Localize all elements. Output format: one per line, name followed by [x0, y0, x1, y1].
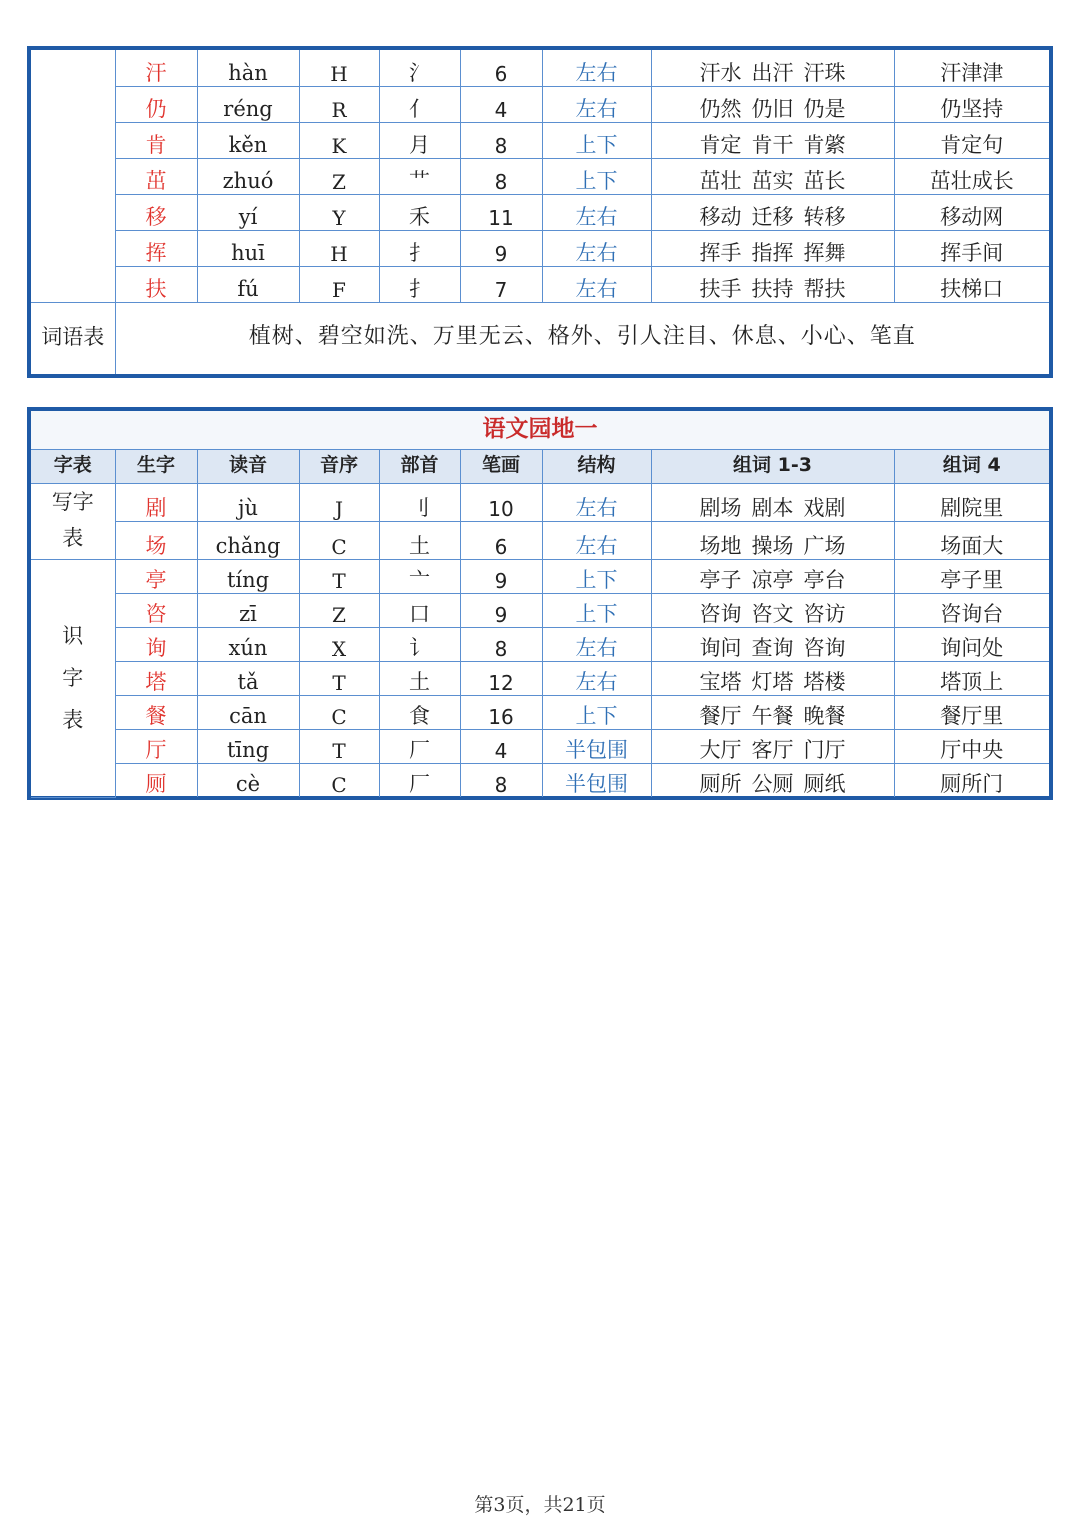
radical-cell: 厂 [379, 763, 460, 797]
column-header: 音序 [299, 449, 379, 483]
structure-cell: 半包围 [542, 763, 651, 797]
pinyin-cell: jù [197, 483, 299, 521]
word4-cell: 移动网 [894, 194, 1049, 230]
character-cell: 场 [115, 521, 197, 559]
radical-cell: 口 [379, 593, 460, 627]
yuwen-garden-table [27, 407, 1053, 800]
page-footer: 第3页，共21页 [474, 1494, 606, 1516]
structure-cell: 上下 [542, 559, 651, 593]
table-row [31, 593, 1049, 627]
word: 指挥 [751, 240, 794, 265]
initial-cell: T [299, 559, 379, 593]
radical-cell: 土 [379, 521, 460, 559]
word: 客厅 [751, 737, 794, 762]
character-cell: 厕 [115, 763, 197, 797]
word: 仍旧 [751, 96, 794, 121]
words-cell [651, 593, 894, 627]
initial-cell: H [299, 50, 379, 86]
radical-cell: 月 [379, 122, 460, 158]
pinyin-cell: yí [197, 194, 299, 230]
pinyin-cell: zhuó [197, 158, 299, 194]
word: 肯綮 [803, 132, 846, 157]
radical-cell: 食 [379, 695, 460, 729]
write-table-label: 写字表 [31, 483, 115, 559]
strokes-cell: 8 [460, 627, 542, 661]
pinyin-cell: cān [197, 695, 299, 729]
strokes-cell: 16 [460, 695, 542, 729]
word4-cell: 茁壮成长 [894, 158, 1049, 194]
initial-cell: F [299, 266, 379, 302]
words-cell [651, 627, 894, 661]
word: 肯干 [751, 132, 794, 157]
pinyin-cell: fú [197, 266, 299, 302]
structure-cell: 上下 [542, 593, 651, 627]
words-cell [651, 521, 894, 559]
pinyin-cell: tǎ [197, 661, 299, 695]
words-cell [651, 661, 894, 695]
table-row [31, 194, 1049, 230]
words-cell [651, 86, 894, 122]
table-row [31, 661, 1049, 695]
pinyin-cell: tīng [197, 729, 299, 763]
word: 汗珠 [803, 60, 846, 85]
word: 转移 [803, 204, 846, 229]
pinyin-cell: huī [197, 230, 299, 266]
radical-cell: 亻 [379, 86, 460, 122]
word: 凉亭 [751, 567, 794, 592]
word: 咨文 [751, 601, 794, 626]
strokes-cell: 9 [460, 593, 542, 627]
initial-cell: R [299, 86, 379, 122]
radical-cell: 扌 [379, 230, 460, 266]
initial-cell: C [299, 521, 379, 559]
word: 帮扶 [803, 276, 846, 301]
initial-cell: Y [299, 194, 379, 230]
word4-cell: 亭子里 [894, 559, 1049, 593]
structure-cell: 上下 [542, 122, 651, 158]
character-cell: 塔 [115, 661, 197, 695]
words-cell [651, 559, 894, 593]
table-row [31, 158, 1049, 194]
word: 移动 [699, 204, 742, 229]
word: 亭台 [803, 567, 846, 592]
table-row [31, 230, 1049, 266]
read-table-label: 识字表 [31, 559, 115, 797]
strokes-cell: 4 [460, 86, 542, 122]
word: 咨询 [699, 601, 742, 626]
radical-cell: 厂 [379, 729, 460, 763]
word: 广场 [803, 533, 846, 558]
words-cell [651, 230, 894, 266]
word: 茁长 [803, 168, 846, 193]
word: 仍是 [803, 96, 846, 121]
radical-cell: 亠 [379, 559, 460, 593]
table-row [31, 521, 1049, 559]
words-cell [651, 695, 894, 729]
strokes-cell: 10 [460, 483, 542, 521]
word4-cell: 咨询台 [894, 593, 1049, 627]
word: 询问 [699, 635, 742, 660]
word: 厕纸 [803, 772, 846, 796]
word: 挥手 [699, 240, 742, 265]
character-cell: 剧 [115, 483, 197, 521]
structure-cell: 上下 [542, 158, 651, 194]
column-header: 部首 [379, 449, 460, 483]
structure-cell: 左右 [542, 483, 651, 521]
pinyin-cell: tíng [197, 559, 299, 593]
words-cell [651, 483, 894, 521]
pinyin-cell: cè [197, 763, 299, 797]
word: 门厅 [803, 737, 846, 762]
word: 剧场 [699, 495, 742, 520]
strokes-cell: 9 [460, 559, 542, 593]
strokes-cell: 6 [460, 521, 542, 559]
table-row [31, 559, 1049, 593]
character-cell: 亭 [115, 559, 197, 593]
words-cell [651, 50, 894, 86]
word: 茁壮 [699, 168, 742, 193]
words-cell [651, 763, 894, 797]
pinyin-cell: hàn [197, 50, 299, 86]
structure-cell: 左右 [542, 661, 651, 695]
structure-cell: 左右 [542, 230, 651, 266]
title-row [31, 411, 1049, 449]
structure-cell: 左右 [542, 266, 651, 302]
structure-cell: 左右 [542, 521, 651, 559]
table-row [31, 763, 1049, 797]
column-header: 结构 [542, 449, 651, 483]
character-cell: 扶 [115, 266, 197, 302]
initial-cell: T [299, 661, 379, 695]
initial-cell: C [299, 695, 379, 729]
word: 餐厅 [699, 703, 742, 728]
words-cell [651, 158, 894, 194]
character-cell: 厅 [115, 729, 197, 763]
radical-cell: 土 [379, 661, 460, 695]
table-row [31, 483, 1049, 521]
word4-cell: 扶梯口 [894, 266, 1049, 302]
column-header: 字表 [31, 449, 115, 483]
word: 扶手 [699, 276, 742, 301]
word: 公厕 [751, 772, 794, 796]
word4-cell: 场面大 [894, 521, 1049, 559]
structure-cell: 半包围 [542, 729, 651, 763]
words-cell [651, 729, 894, 763]
word: 挥舞 [803, 240, 846, 265]
word: 咨询 [803, 635, 846, 660]
word: 塔楼 [803, 669, 846, 694]
column-header: 组词 1-3 [651, 449, 894, 483]
word4-cell: 肯定句 [894, 122, 1049, 158]
vocab-list: 植树、碧空如洗、万里无云、格外、引人注目、休息、小心、笔直 [115, 302, 1049, 374]
structure-cell: 左右 [542, 627, 651, 661]
word: 晚餐 [803, 703, 846, 728]
word4-cell: 汗津津 [894, 50, 1049, 86]
initial-cell: J [299, 483, 379, 521]
character-cell: 咨 [115, 593, 197, 627]
word4-cell: 挥手间 [894, 230, 1049, 266]
pinyin-cell: zī [197, 593, 299, 627]
word: 灯塔 [751, 669, 794, 694]
column-header: 读音 [197, 449, 299, 483]
word: 操场 [751, 533, 794, 558]
word: 亭子 [699, 567, 742, 592]
table-row [31, 266, 1049, 302]
word4-cell: 仍坚持 [894, 86, 1049, 122]
word: 咨访 [803, 601, 846, 626]
word: 仍然 [699, 96, 742, 121]
strokes-cell: 11 [460, 194, 542, 230]
radical-cell: 刂 [379, 483, 460, 521]
words-cell [651, 194, 894, 230]
initial-cell: Z [299, 158, 379, 194]
strokes-cell: 8 [460, 158, 542, 194]
table-row [31, 695, 1049, 729]
character-cell: 挥 [115, 230, 197, 266]
word: 茁实 [751, 168, 794, 193]
character-cell: 汗 [115, 50, 197, 86]
radical-cell: 氵 [379, 50, 460, 86]
strokes-cell: 8 [460, 122, 542, 158]
column-header: 笔画 [460, 449, 542, 483]
strokes-cell: 12 [460, 661, 542, 695]
initial-cell: C [299, 763, 379, 797]
pinyin-cell: kěn [197, 122, 299, 158]
initial-cell: X [299, 627, 379, 661]
strokes-cell: 4 [460, 729, 542, 763]
word: 肯定 [699, 132, 742, 157]
word: 剧本 [751, 495, 794, 520]
column-header: 组词 4 [894, 449, 1049, 483]
character-table-continued [27, 46, 1053, 378]
initial-cell: Z [299, 593, 379, 627]
strokes-cell: 6 [460, 50, 542, 86]
character-cell: 询 [115, 627, 197, 661]
table-row [31, 729, 1049, 763]
strokes-cell: 8 [460, 763, 542, 797]
table-row [31, 50, 1049, 86]
word4-cell: 厅中央 [894, 729, 1049, 763]
word: 宝塔 [699, 669, 742, 694]
words-cell [651, 266, 894, 302]
initial-cell: H [299, 230, 379, 266]
initial-cell: K [299, 122, 379, 158]
structure-cell: 左右 [542, 50, 651, 86]
word: 出汗 [751, 60, 794, 85]
vocab-label: 词语表 [31, 302, 115, 374]
character-cell: 餐 [115, 695, 197, 729]
character-cell: 肯 [115, 122, 197, 158]
strokes-cell: 7 [460, 266, 542, 302]
word4-cell: 询问处 [894, 627, 1049, 661]
pinyin-cell: chǎng [197, 521, 299, 559]
pinyin-cell: xún [197, 627, 299, 661]
vocab-row [31, 302, 1049, 374]
section-title: 语文园地一 [31, 411, 1049, 449]
word: 场地 [699, 533, 742, 558]
word4-cell: 厕所门 [894, 763, 1049, 797]
word: 戏剧 [803, 495, 846, 520]
word: 汗水 [699, 60, 742, 85]
word: 查询 [751, 635, 794, 660]
table-row [31, 86, 1049, 122]
radical-cell: 禾 [379, 194, 460, 230]
word: 午餐 [751, 703, 794, 728]
word4-cell: 餐厅里 [894, 695, 1049, 729]
radical-cell: 扌 [379, 266, 460, 302]
character-cell: 仍 [115, 86, 197, 122]
header-row [31, 449, 1049, 483]
words-cell [651, 122, 894, 158]
word: 迁移 [751, 204, 794, 229]
column-header: 生字 [115, 449, 197, 483]
radical-cell: 艹 [379, 158, 460, 194]
word: 厕所 [699, 772, 742, 796]
word: 大厅 [699, 737, 742, 762]
initial-cell: T [299, 729, 379, 763]
structure-cell: 左右 [542, 194, 651, 230]
structure-cell: 上下 [542, 695, 651, 729]
strokes-cell: 9 [460, 230, 542, 266]
character-cell: 茁 [115, 158, 197, 194]
pinyin-cell: réng [197, 86, 299, 122]
blank-label-cell [31, 50, 115, 302]
structure-cell: 左右 [542, 86, 651, 122]
table-row [31, 627, 1049, 661]
word4-cell: 剧院里 [894, 483, 1049, 521]
table-row [31, 122, 1049, 158]
character-cell: 移 [115, 194, 197, 230]
word: 扶持 [751, 276, 794, 301]
radical-cell: 讠 [379, 627, 460, 661]
word4-cell: 塔顶上 [894, 661, 1049, 695]
